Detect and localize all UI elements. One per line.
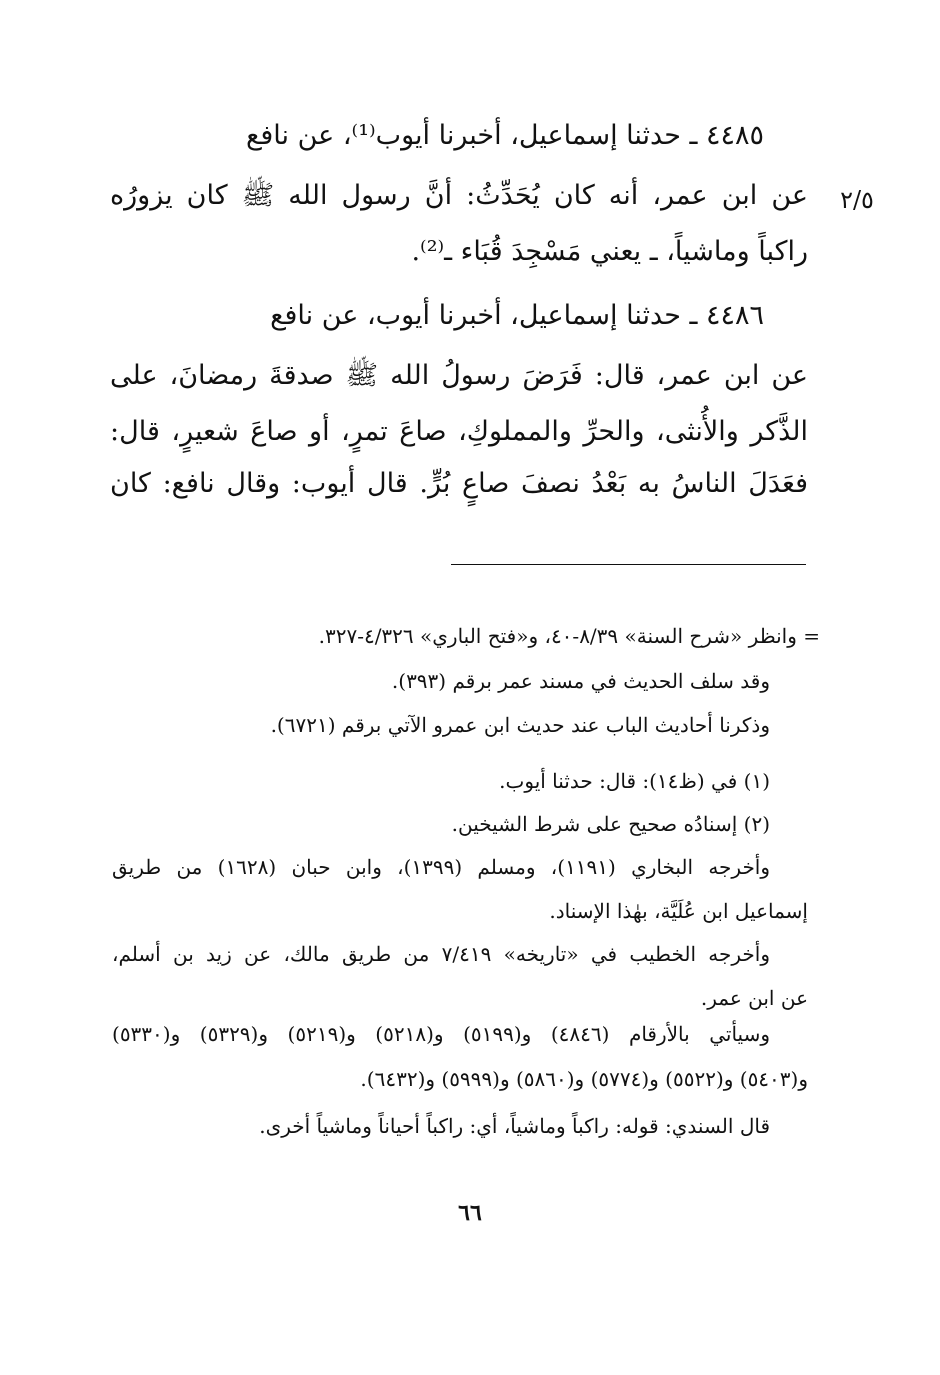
footnote-line: و(٥٤٠٣) و(٥٥٢٢) و(٥٧٧٤) و(٥٨٦٠) و(٥٩٩٩) و(٦٤٣٢).: [360, 1067, 808, 1091]
hadith-isnad: ٤٤٨٥ ـ حدثنا إسماعيل، أخبرنا أيوب⁽¹⁾، عن نافع: [246, 120, 764, 151]
footnote-line: (١) في (ظ١٤): قال: حدثنا أيوب.: [499, 769, 770, 793]
footnote-line: وأخرجه الخطيب في «تاريخه» ٧/٤١٩ من طريق مالك، عن زيد بن أسلم،: [112, 942, 770, 966]
hadith-text-line: عن ابن عمر، قال: فَرَضَ رسولُ الله ﷺ صدقةَ رمضانَ، على: [110, 360, 808, 391]
footnote-line: عن ابن عمر.: [700, 986, 808, 1010]
footnote-line: وأخرجه البخاري (١١٩١)، ومسلم (١٣٩٩)، وابن حبان (١٦٢٨) من طريق: [112, 855, 771, 879]
footnote-line: وذكرنا أحاديث الباب عند حديث ابن عمرو الآتي برقم (٦٧٢١).: [270, 713, 770, 737]
margin-marker: ٢/٥: [840, 186, 874, 214]
footnote-line: وسيأتي بالأرقام (٤٨٤٦) و(٥١٩٩) و(٥٢١٨) و(٥٢١٩) و(٥٣٢٩) و(٥٣٣٠): [112, 1022, 771, 1046]
hadith-text-line: عن ابن عمر، أنه كان يُحَدِّثُ: أنَّ رسول الله ﷺ كان يزورُه: [110, 180, 808, 211]
footnote-line: إسماعيل ابن عُلَيَّة، بهٰذا الإسناد.: [549, 899, 808, 923]
page-number: ٦٦: [458, 1200, 482, 1226]
footnote-line: قال السندي: قوله: راكباً وماشياً، أي: راكباً أحياناً وماشياً أخرى.: [259, 1114, 770, 1138]
footnote-line: = وانظر «شرح السنة» ٨/٣٩-٤٠، و«فتح الباري» ٤/٣٢٦-٣٢٧.: [318, 624, 820, 648]
hadith-text-line: راكباً وماشياً، ـ يعني مَسْجِدَ قُبَاء ـ⁽²⁾.: [411, 236, 808, 267]
hadith-text-line: فعَدَلَ الناسُ به بَعْدُ نصفَ صاعٍ بُرٍّ. قال أيوب: وقال نافع: كان: [110, 468, 808, 499]
hadith-isnad: ٤٤٨٦ ـ حدثنا إسماعيل، أخبرنا أيوب، عن نافع: [270, 300, 764, 331]
footnote-line: وقد سلف الحديث في مسند عمر برقم (٣٩٣).: [391, 669, 770, 693]
hadith-text-line: الذَّكر والأُنثى، والحرِّ والمملوكِ، صاعَ تمرٍ، أو صاعَ شعيرٍ، قال:: [110, 416, 808, 447]
footnote-line: (٢) إسنادُه صحيح على شرط الشيخين.: [451, 812, 770, 836]
footnote-separator: [451, 564, 806, 565]
